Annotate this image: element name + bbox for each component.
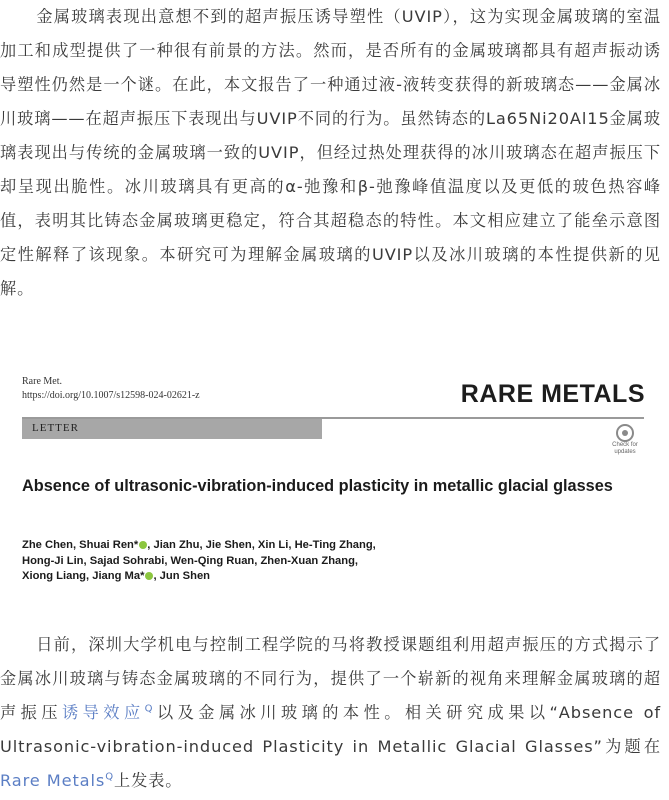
paper-header-figure [0, 362, 669, 612]
body-text: 日前，深圳大学机电与控制工程学院的马将教授课题组利用超声振压的方式揭示了金属冰川玻璃与铸态金属玻璃的不同行为，提供了一个崭新的视角来理解金属玻璃的超声振压 [0, 635, 661, 722]
body-paragraph [0, 628, 661, 798]
article-type-banner [22, 419, 322, 439]
abstract-text: 金属玻璃表现出意想不到的超声振压诱导塑性（UVIP），这为实现金属玻璃的室温加工和成型提供了一种很有前景的方法。然而，是否所有的金属玻璃都具有超声振动诱导塑性仍然是一个谜。在此，本文报告了一种通过液-液转变获得的新玻璃态——金属冰川玻璃——在超声振压下表现出与UVIP不同的行为。虽然铸态的La65Ni20Al15金属玻璃表现出与传统的金属玻璃一致的UVIP，但经过热处理获得的冰川玻璃态在超声振压下却呈现出脆性。冰川玻璃具有更高的α-弛豫和β-弛豫峰值温度以及更低的玻色热容峰值，表明其比铸态金属玻璃更稳定，符合其超稳态的特性。本文相应建立了能垒示意图定性解释了该现象。本研究可为理解金属玻璃的UVIP以及冰川玻璃的本性提供新的见解。 [0, 7, 661, 298]
search-icon[interactable]: Q [144, 703, 154, 715]
body-text: 上发表。 [114, 771, 183, 790]
authors-segment: , Jun Shen [153, 570, 211, 582]
doi-text: https://doi.org/10.1007/s12598-024-02621-z [22, 390, 200, 401]
search-icon[interactable]: Q [105, 771, 115, 783]
link-rare-metals[interactable]: Rare Metals [0, 771, 106, 790]
authors-segment: , Jian Zhu, Jie Shen, Xin Li, He-Ting Zhang, [147, 539, 376, 551]
author-list [22, 538, 582, 585]
article-type: LETTER [32, 422, 79, 434]
journal-abbreviation: Rare Met. [22, 376, 62, 387]
check-updates-label: Check for updates [612, 442, 638, 455]
authors-segment: Hong-Ji Lin, Sajad Sohrabi, Wen-Qing Ruan, Zhen-Xuan Zhang, [22, 554, 359, 567]
journal-logo: RARE METALS [460, 380, 645, 408]
authors-segment: Xiong Liang, Jiang Ma* [22, 570, 145, 582]
link-induced-effect[interactable]: 诱导效应 [61, 703, 145, 722]
abstract-paragraph [0, 0, 661, 306]
authors-segment: Zhe Chen, Shuai Ren* [22, 539, 139, 551]
body-text: 以及金属冰川玻璃的本性。相关研究成果以“Absence of Ultrasonic-vibration-induced Plasticity in Metallic Glacial Glasses”为题在 [0, 703, 661, 756]
check-updates-icon [616, 424, 634, 442]
check-for-updates-badge [608, 424, 642, 460]
paper-title: Absence of ultrasonic-vibration-induced plasticity in metallic glacial glasses [22, 477, 613, 495]
